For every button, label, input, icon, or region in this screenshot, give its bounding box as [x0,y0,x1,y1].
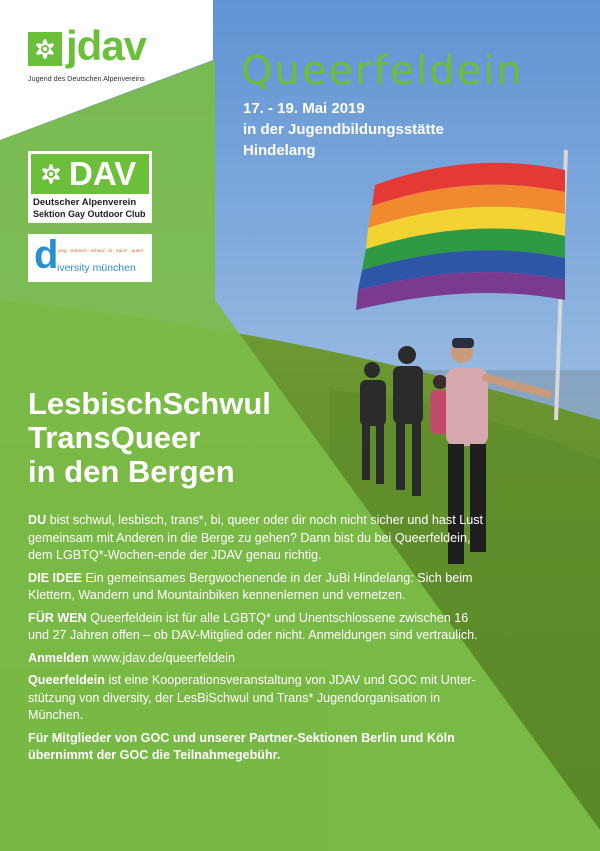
paragraph-register [28,650,483,668]
edelweiss-icon [28,32,62,66]
diversity-small-text: jung · lesbisch · schwul · bi · trans* · queer [58,248,144,253]
jdav-wordmark: jdav [66,22,147,69]
dav-logo-green [31,154,149,194]
event-title: Queerfeldein [241,48,524,94]
headline-line1: LesbischSchwul [28,386,271,421]
jdav-logo [28,22,158,86]
diversity-logo [28,234,152,282]
event-info [243,98,444,161]
paragraph-audience-lead: FÜR WEN [28,610,87,625]
dav-line2: Sektion Gay Outdoor Club [33,209,146,219]
paragraph-fee [28,730,483,765]
paragraph-fee-text: Für Mitglieder von GOC und unserer Partner-Sektionen Berlin und Köln übernimmt der GOC die Teilnahmegebühr. [28,730,455,762]
edelweiss-icon [35,158,67,190]
event-location-line2: Hindelang [243,142,316,159]
body-text [28,512,483,770]
paragraph-cooperation-lead: Queerfeldein [28,673,105,687]
paragraph-audience [28,610,483,645]
paragraph-intro-lead: DU [28,513,47,527]
paragraph-intro-text: bist schwul, lesbisch, trans*, bi, queer oder dir noch nicht sicher und hast Lust gemeinsam mit Anderen in die Berge zu gehen? Dann bist du bei Queerfeldein, dem LGBTQ*-Wochen-ende der JDAV genau richtig. [28,513,484,562]
paragraph-cooperation [28,672,483,725]
headline [28,387,271,489]
paragraph-idea-text: Ein gemeinsames Bergwochenende in der JuBi Hindelang: Sich beim Klettern, Wandern und Mountainbiken kennenlernen und vernetzen. [28,570,473,602]
diversity-name: iversity münchen [57,262,136,274]
paragraph-register-lead: Anmelden [28,650,89,665]
paragraph-idea-lead: DIE IDEE [28,570,82,585]
paragraph-audience-text: Queerfeldein ist für alle LGBTQ* und Unentschlossene zwischen 16 und 27 Jahren offen – ob DAV-Mitglied oder nicht. Anmeldungen sind vertraulich. [28,610,478,642]
dav-logo [28,151,152,223]
paragraph-cooperation-text: ist eine Kooperationsveranstaltung von JDAV und GOC mit Unter-stützung von diversity, der LesBiSchwul und Trans* Jugendorganisation in München. [28,673,476,722]
headline-line2: TransQueer [28,420,201,455]
event-date: 17. - 19. Mai 2019 [243,100,365,117]
paragraph-intro [28,512,483,565]
dav-wordmark: DAV [69,155,137,192]
diversity-letter: d [34,233,59,277]
dav-line1: Deutscher Alpenverein [33,197,137,208]
register-link[interactable]: www.jdav.de/queerfeldein [88,650,235,665]
paragraph-idea [28,570,483,605]
headline-line3: in den Bergen [28,454,235,489]
jdav-tagline: Jugend des Deutschen Alpenvereins [28,74,145,83]
event-location-line1: in der Jugendbildungsstätte [243,121,444,138]
